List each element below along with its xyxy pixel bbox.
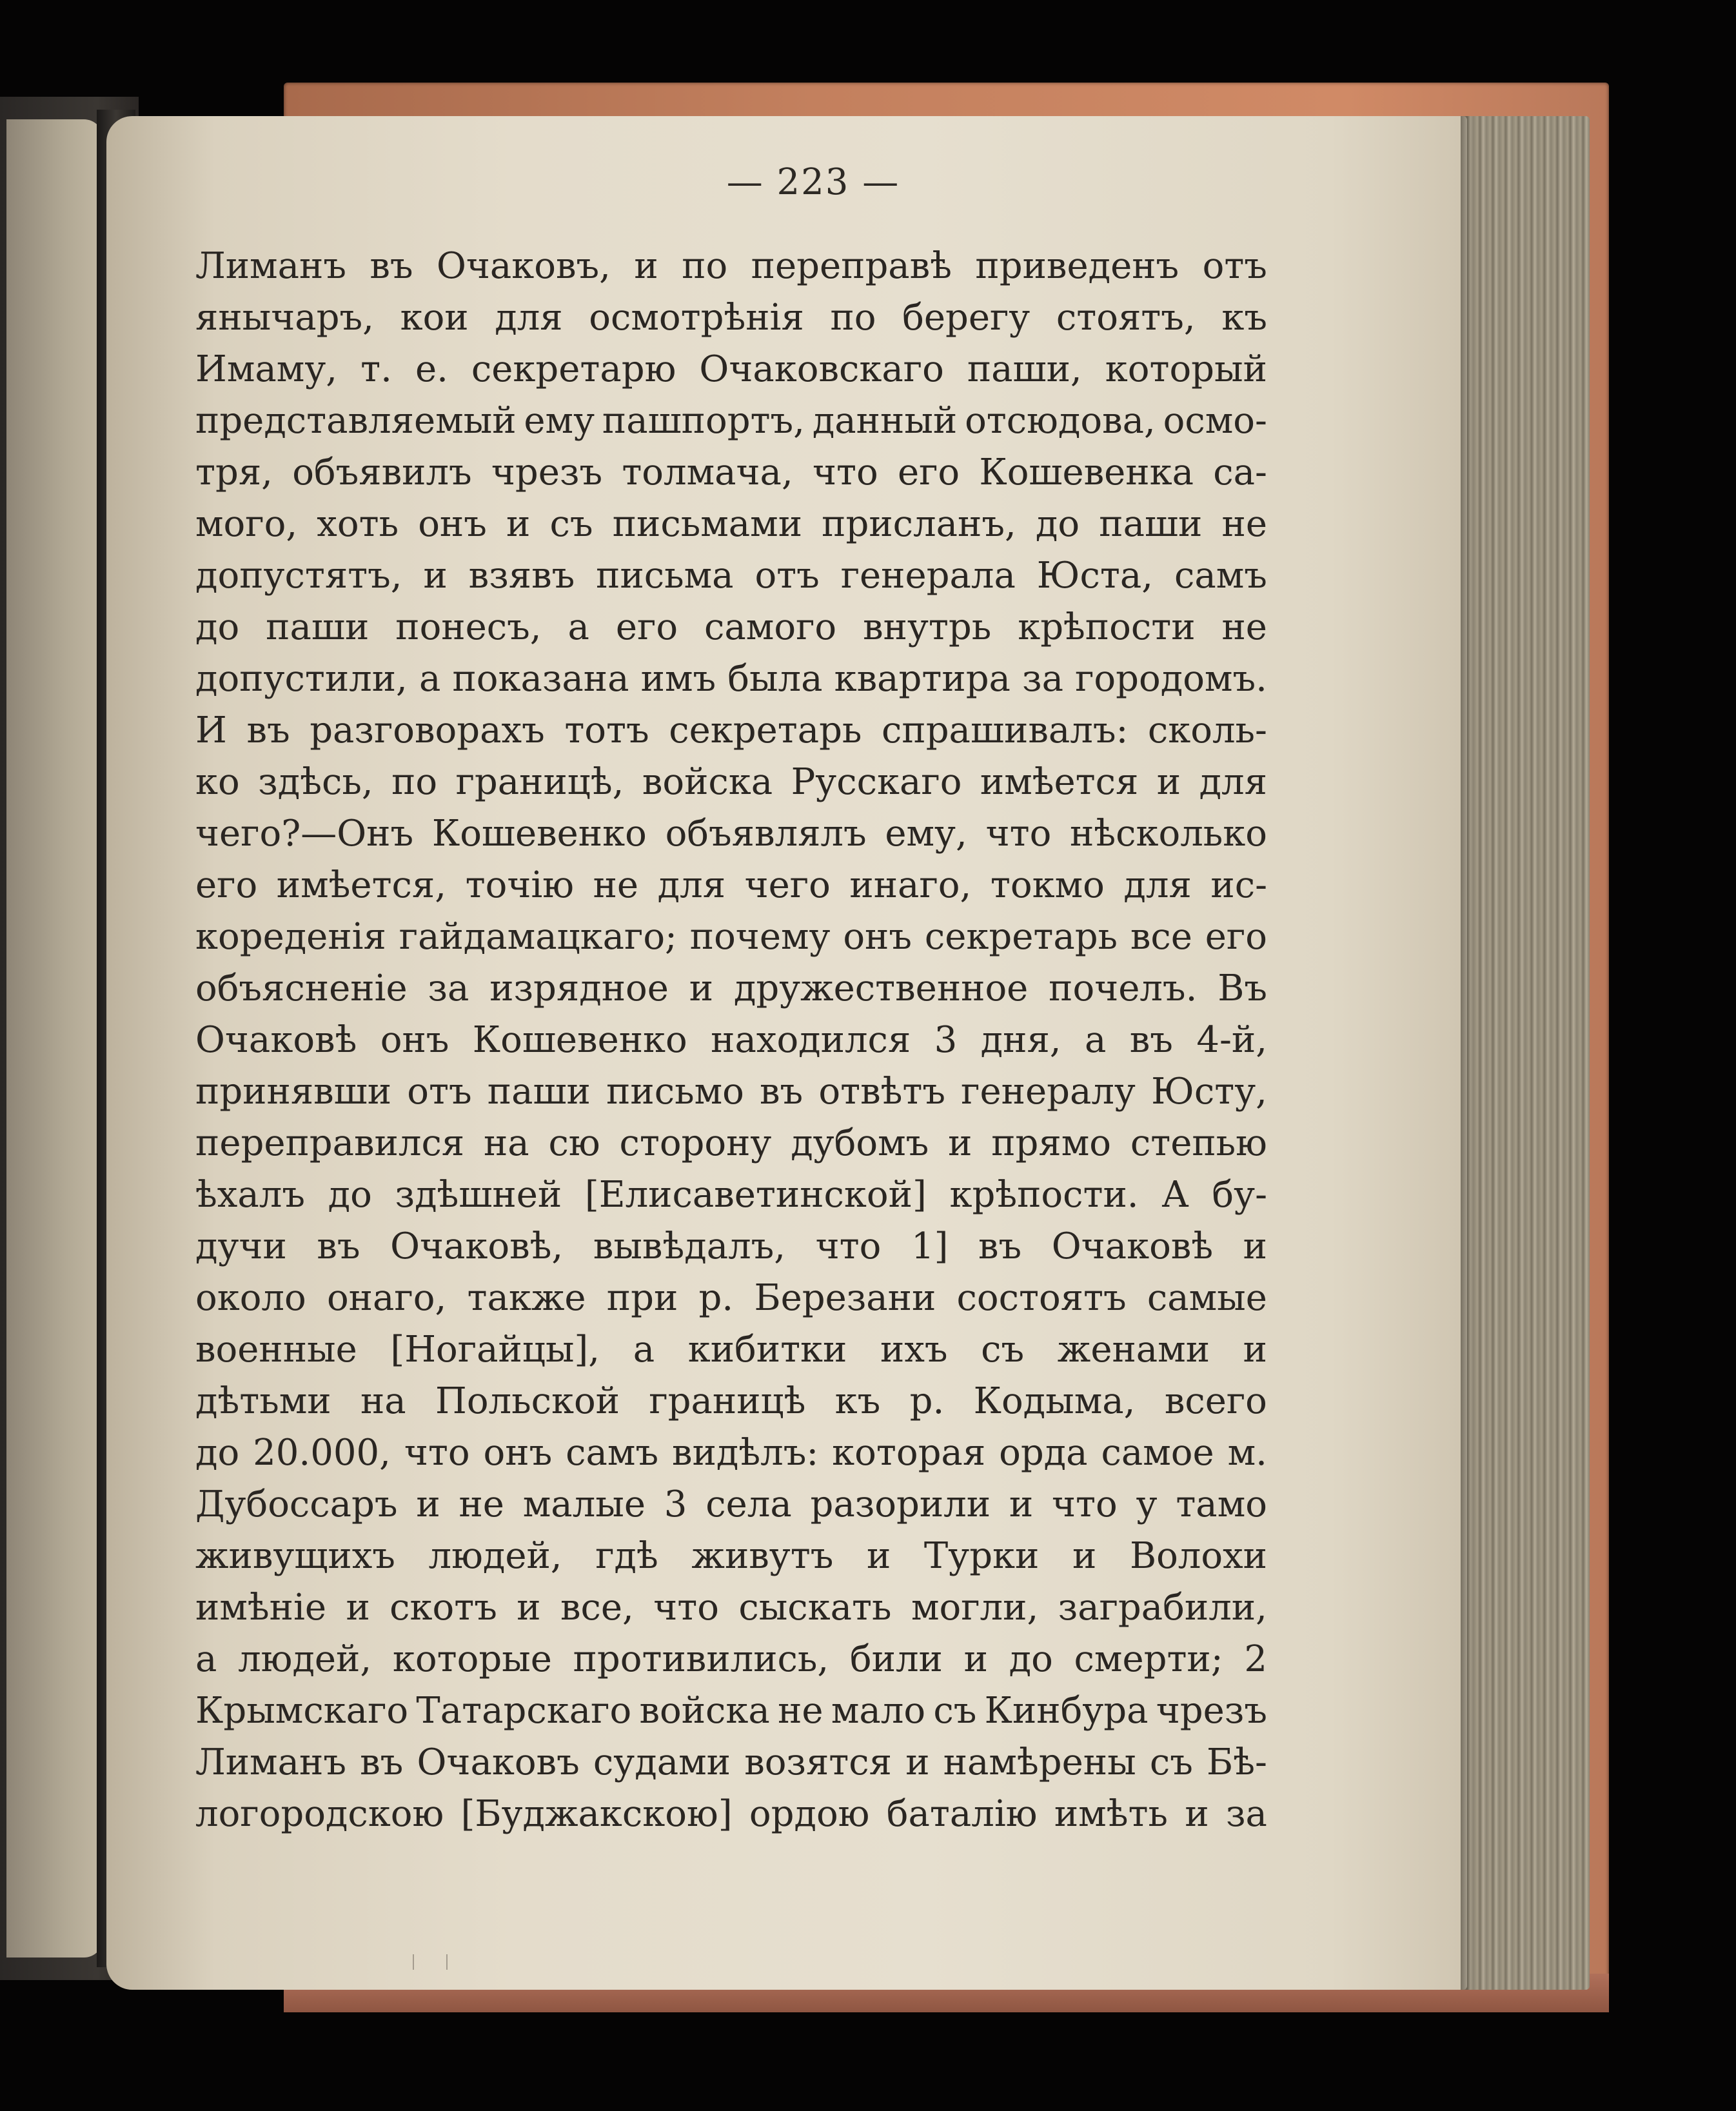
page-edge-shadow <box>1461 116 1474 1990</box>
text-line: военные [Ногайцы], а кибитки ихъ съ женами и <box>195 1329 1267 1371</box>
text-line: имѣніе и скотъ и все, что сыскать могли, заграбили, <box>195 1587 1267 1629</box>
text-line: представляемый ему пашпортъ, данный отсюдова, осмо- <box>195 400 1267 442</box>
page-body-text <box>195 241 1267 1840</box>
text-line: тря, объявилъ чрезъ толмача, что его Кошевенка са- <box>195 451 1267 493</box>
text-line: а людей, которые противились, били и до смерти; 2 <box>195 1638 1267 1680</box>
text-line: до паши понесъ, а его самого внутрь крѣпости не <box>195 606 1267 648</box>
text-line: ѣхалъ до здѣшней [Елисаветинской] крѣпости. А бу- <box>195 1174 1267 1216</box>
page-edges-stack <box>1461 116 1590 1990</box>
text-line: ко здѣсь, по границѣ, войска Русскаго имѣется и для <box>195 761 1267 803</box>
text-line: допустили, а показана имъ была квартира за городомъ. <box>195 658 1267 700</box>
text-line: кореденія гайдамацкаго; почему онъ секретарь все его <box>195 916 1267 958</box>
text-line: принявши отъ паши письмо въ отвѣтъ генералу Юсту, <box>195 1071 1267 1113</box>
text-line: до 20.000, что онъ самъ видѣлъ: которая орда самое м. <box>195 1432 1267 1474</box>
text-line: Лиманъ въ Очаковъ, и по переправѣ приведенъ отъ <box>195 245 1267 287</box>
text-line: мого, хоть онъ и съ письмами присланъ, до паши не <box>195 503 1267 545</box>
text-line: живущихъ людей, гдѣ живутъ и Турки и Волохи <box>195 1535 1267 1577</box>
text-line: янычаръ, кои для осмотрѣнія по берегу стоятъ, къ <box>195 297 1267 339</box>
text-line: Очаковѣ онъ Кошевенко находился 3 дня, а въ 4-й, <box>195 1019 1267 1061</box>
text-line: дучи въ Очаковѣ, вывѣдалъ, что 1] въ Очаковѣ и <box>195 1225 1267 1267</box>
text-line: Дубоссаръ и не малые 3 села разорили и что у тамо <box>195 1483 1267 1525</box>
printer-mark <box>413 1954 448 1970</box>
text-line: его имѣется, точію не для чего инаго, токмо для ис- <box>195 864 1267 906</box>
text-line: переправился на сю сторону дубомъ и прямо степью <box>195 1122 1267 1164</box>
text-line: около онаго, также при р. Березани состоятъ самые <box>195 1277 1267 1319</box>
page-number: — 223 — <box>726 161 900 203</box>
text-line: И въ разговорахъ тотъ секретарь спрашивалъ: сколь- <box>195 709 1267 751</box>
text-line: чего?—Онъ Кошевенко объявлялъ ему, что нѣсколько <box>195 813 1267 855</box>
text-line: объясненіе за изрядное и дружественное почелъ. Въ <box>195 967 1267 1009</box>
text-line: дѣтьми на Польской границѣ къ р. Кодыма, всего <box>195 1380 1267 1422</box>
text-line: допустятъ, и взявъ письма отъ генерала Юста, самъ <box>195 555 1267 597</box>
text-line: логородскою [Буджакскою] ордою баталію имѣть и за <box>195 1793 1267 1835</box>
text-line: Крымскаго Татарскаго войска не мало съ Кинбура чрезъ <box>195 1690 1267 1732</box>
text-line: Лиманъ въ Очаковъ судами возятся и намѣрены съ Бѣ- <box>195 1741 1267 1783</box>
left-page-edge <box>6 119 103 1957</box>
text-line: Имаму, т. е. секретарю Очаковскаго паши, который <box>195 348 1267 390</box>
